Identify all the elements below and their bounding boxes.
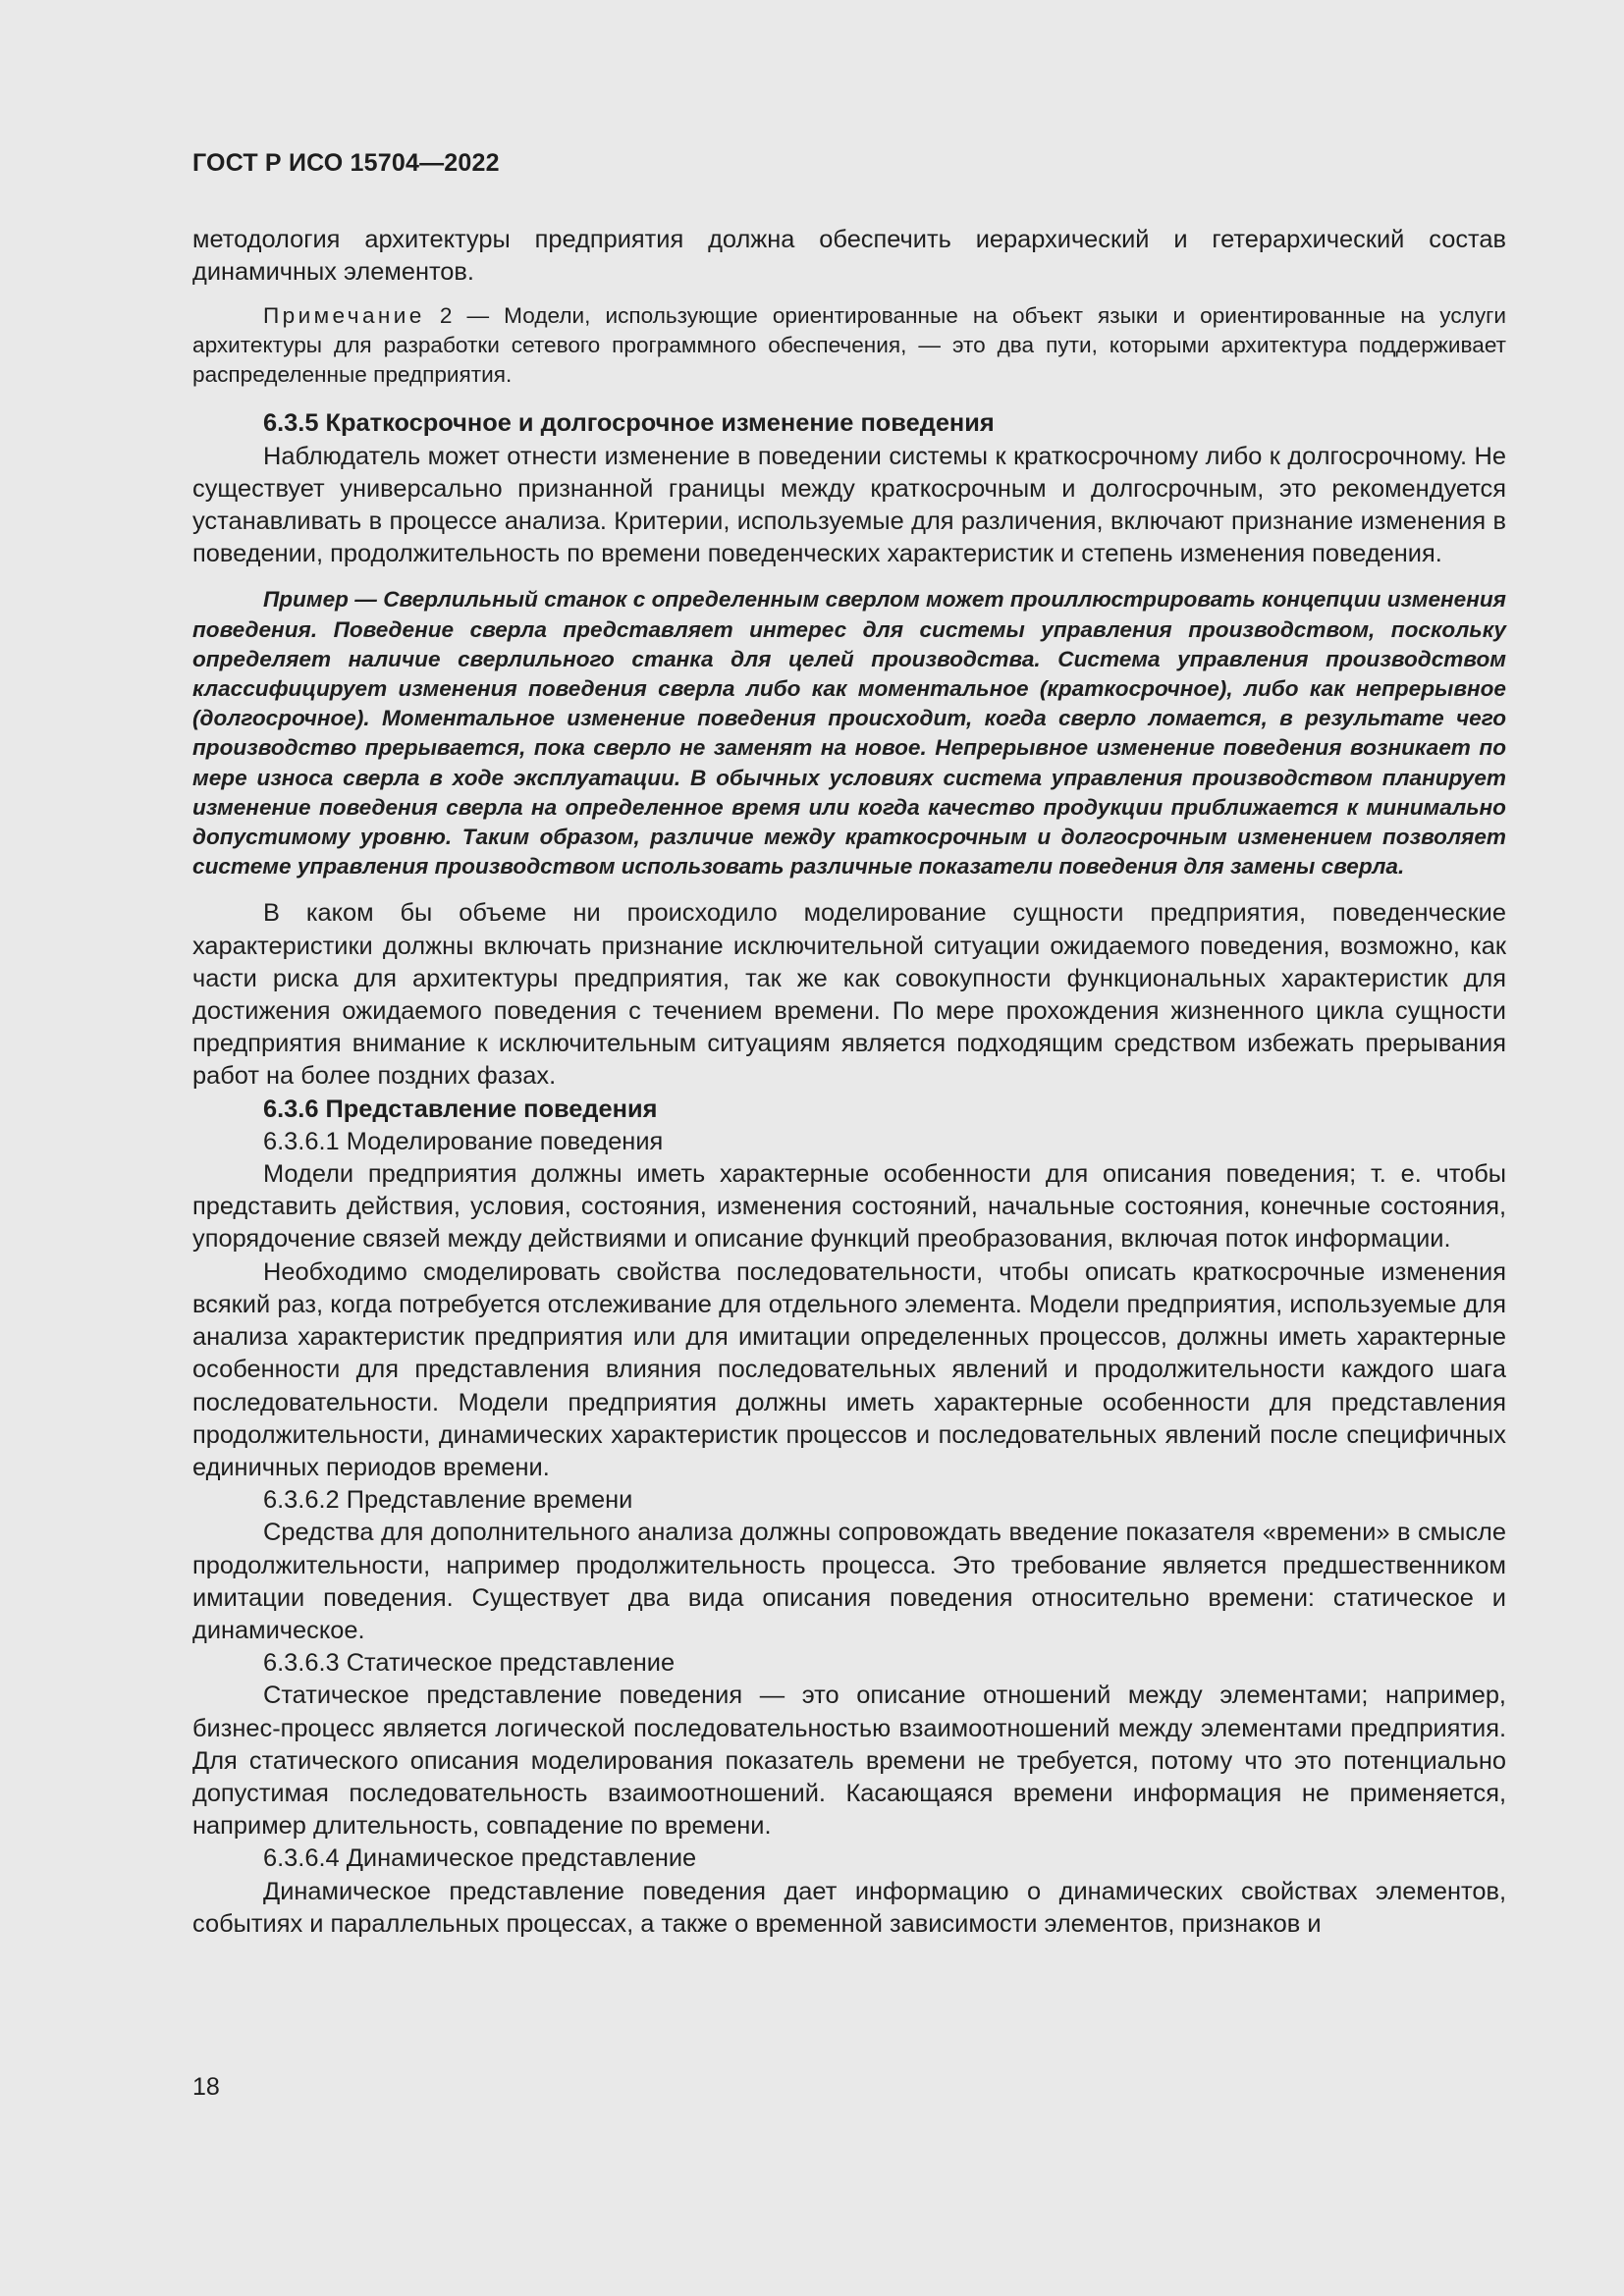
paragraph-6-3-6-1-a: Модели предприятия должны иметь характерные особенности для описания поведения; т. е. чтобы представить действия, условия, состояния, изменения состояний, начальные состояния, конечные состояния, упорядочение связей между действиями и описание функций преобразования, включая поток информации. (192, 1160, 1506, 1254)
paragraph-6-3-6-3: Статическое представление поведения — это описание отношений между элементами; например, бизнес-процесс является логической последовательностью взаимоотношений между элементами предприятия. Для статического описания моделирования показатель времени не требуется, потому что это потенциально допустимая последовательность взаимоотношений. Касающаяся времени информация не применяется, например длительность, совпадение по времени. (192, 1682, 1506, 1841)
document-header: ГОСТ Р ИСО 15704—2022 (192, 149, 500, 177)
section-heading-6-3-6: 6.3.6 Представление поведения (263, 1095, 658, 1123)
paragraph-6-3-5: Наблюдатель может отнести изменение в поведении системы к краткосрочному либо к долгосрочному. Не существует универсально признанной границы между краткосрочным и долгосрочным, это рекомендуется устанавливать в процессе анализа. Критерии, используемые для различения, включают признание изменения в поведении, продолжительность по времени поведенческих характеристик и степень изменения поведения. (192, 442, 1506, 568)
subsection-heading-6-3-6-3: 6.3.6.3 Статическое представление (263, 1649, 676, 1678)
subsection-heading-6-3-6-2: 6.3.6.2 Представление времени (263, 1486, 633, 1515)
page-content (192, 224, 1506, 1941)
example-paragraph: Пример — Сверлильный станок с определенным сверлом может проиллюстрировать концепции изменения поведения. Поведение сверла представляет интерес для системы управления производством, поскольку определяет наличие сверлильного станка для целей производства. Система управления производством классифицирует изменения поведения сверла либо как моментальное (краткосрочное), либо как непрерывное (долгосрочное). Моментальное изменение поведения происходит, когда сверло ломается, в результате чего производство прерывается, пока сверло не заменят на новое. Непрерывное изменение поведения возникает по мере износа сверла в ходе эксплуатации. В обычных условиях система управления производством планирует изменение поведения сверла на определенное время или когда качество продукции приближается к минимально допустимому уровню. Таким образом, различие между краткосрочным и долгосрочным изменением позволяет системе управления производством использовать различные показатели поведения для замены сверла. (192, 587, 1506, 880)
section-heading-6-3-5: 6.3.5 Краткосрочное и долгосрочное изменение поведения (263, 409, 995, 438)
subsection-heading-6-3-6-1: 6.3.6.1 Моделирование поведения (263, 1127, 664, 1155)
intro-paragraph: методология архитектуры предприятия должна обеспечить иерархический и гетерархический состав динамичных элементов. (192, 226, 1506, 287)
paragraph-6-3-6-4: Динамическое представление поведения дает информацию о динамических свойствах элементов, событиях и параллельных процессах, а также о временной зависимости элементов, признаков и (192, 1877, 1506, 1938)
note-2 (192, 301, 1506, 390)
paragraph-6-3-6-1-b: Необходимо смоделировать свойства последовательности, чтобы описать краткосрочные изменения всякий раз, когда потребуется отслеживание для отдельного элемента. Модели предприятия, используемые для анализа характеристик предприятия или для имитации определенных процессов, должны иметь характерные особенности для представления влияния последовательных явлений и продолжительности каждого шага последовательности. Модели предприятия должны иметь характерные особенности для представления продолжительности, динамических характеристик процессов и последовательных явлений после специфичных единичных периодов времени. (192, 1257, 1506, 1481)
paragraph-6-3-6-2: Средства для дополнительного анализа должны сопровождать введение показателя «времени» в смысле продолжительности, например продолжительность процесса. Это требование является предшественником имитации поведения. Существует два вида описания поведения относительно времени: статическое и динамическое. (192, 1519, 1506, 1644)
subsection-heading-6-3-6-4: 6.3.6.4 Динамическое представление (263, 1844, 697, 1873)
note-text: 2 — Модели, использующие ориентированные на объект языки и ориентированные на услуги архитектуры для разработки сетевого программного обеспечения, — это два пути, которыми архитектура поддерживает распределенные предприятия. (192, 303, 1506, 388)
note-label: Примечание (263, 303, 425, 329)
page-number: 18 (192, 2073, 220, 2101)
paragraph-after-example: В каком бы объеме ни происходило моделирование сущности предприятия, поведенческие характеристики должны включать признание исключительной ситуации ожидаемого поведения, возможно, как части риска для архитектуры предприятия, так же как совокупности функциональных характеристик для достижения ожидаемого поведения с течением времени. По мере прохождения жизненного цикла сущности предприятия внимание к исключительным ситуациям является подходящим средством избежать прерывания работ на более поздних фазах. (192, 899, 1506, 1091)
